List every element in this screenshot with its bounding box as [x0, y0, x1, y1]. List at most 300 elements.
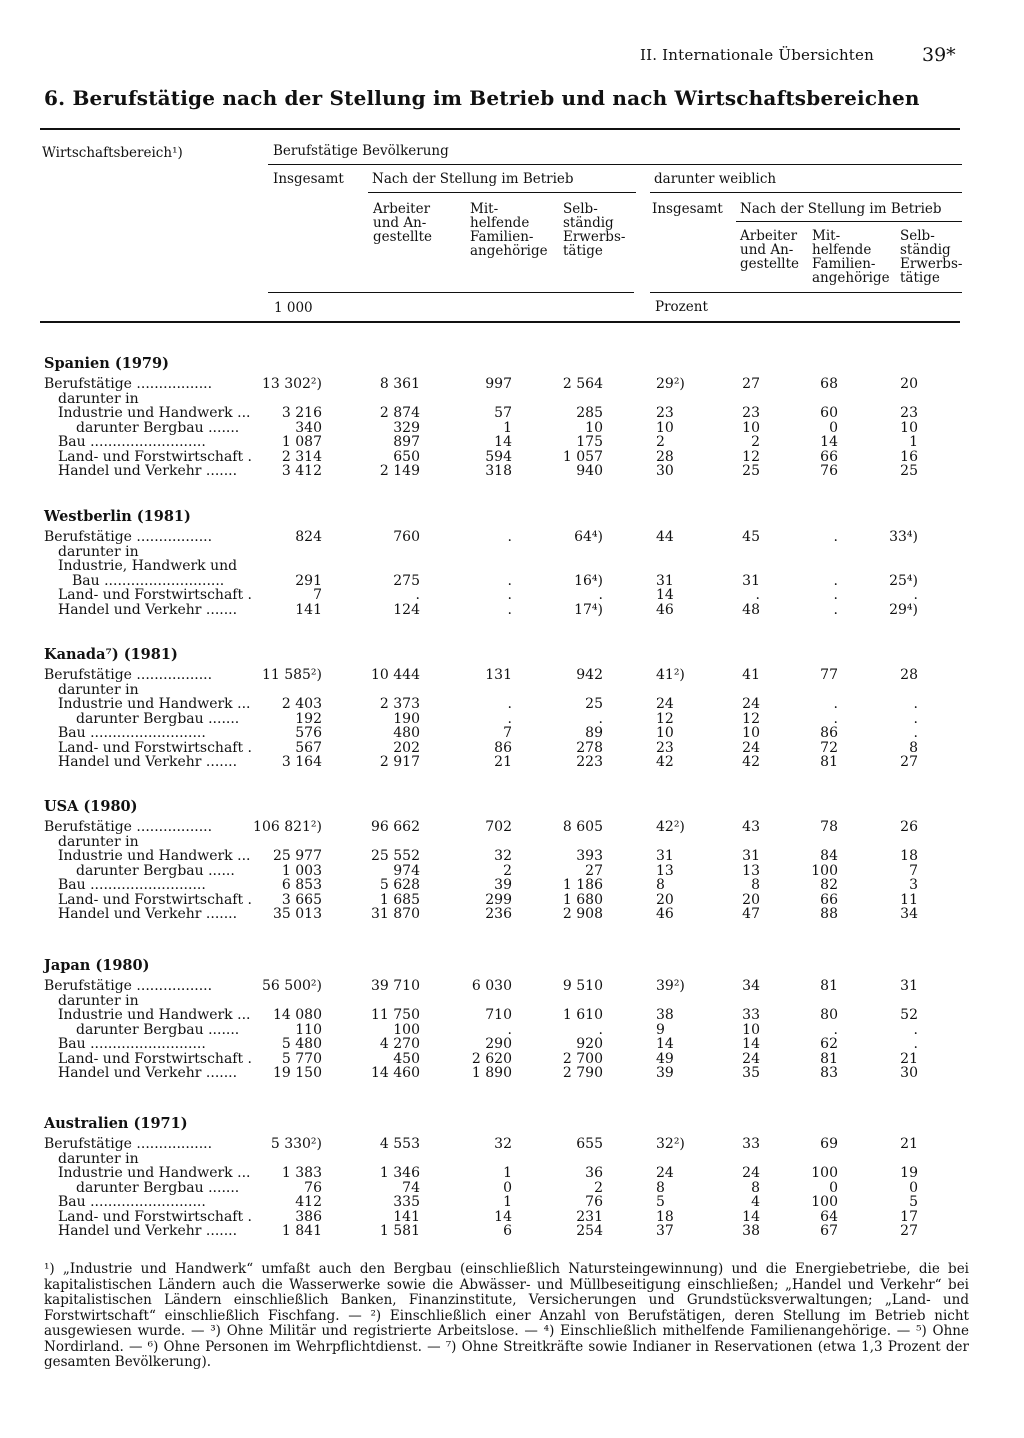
unit-prozent: Prozent	[655, 299, 708, 315]
table-row	[0, 726, 1024, 741]
cell-mithelfende: 32	[494, 848, 512, 864]
table-row	[0, 464, 1024, 479]
cell-arbeiter: 74	[402, 1179, 420, 1196]
cell-insgesamt: 5 480	[281, 1036, 322, 1052]
cell-selbstaendig: 89	[585, 725, 603, 741]
row-label: darunter Bergbau .......	[76, 419, 240, 436]
header-bottom-rule	[40, 321, 960, 323]
row-label: darunter in	[58, 390, 139, 407]
table-row	[0, 1066, 1024, 1081]
row-label: Handel und Verkehr .......	[58, 754, 238, 770]
row-label: Bau ..........................	[58, 1036, 206, 1052]
cell-mithelfende-w: 100	[811, 862, 838, 879]
cell-mithelfende: .	[507, 1021, 512, 1038]
cell-mithelfende: 236	[485, 906, 512, 922]
cell-selbstaendig: 2 790	[562, 1065, 603, 1081]
cell-insgesamt: 11 585²)	[261, 667, 322, 683]
row-label: Land- und Forstwirtschaft .	[58, 891, 253, 908]
row-label: Handel und Verkehr .......	[58, 1223, 238, 1239]
row-label: Berufstätige .................	[44, 978, 213, 994]
cell-insgesamt: 14 080	[273, 1007, 322, 1023]
table-row	[0, 1137, 1024, 1152]
section-title: Westberlin (1981)	[44, 508, 191, 525]
cell-arbeiter: 5 628	[379, 877, 420, 893]
cell-selbstaendig: 278	[576, 739, 603, 756]
cell-mithelfende-w: 66	[820, 891, 838, 908]
cell-arbeiter: 2 874	[379, 405, 420, 421]
row-label: Industrie und Handwerk ...	[58, 405, 251, 421]
cell-insgesamt: 567	[295, 739, 322, 756]
cell-insgesamt-w: 14	[656, 587, 674, 603]
cell-insgesamt-w: 23	[656, 739, 674, 756]
cell-insgesamt-w: 38	[656, 1007, 674, 1023]
cell-selbstaendig: 64⁴)	[574, 529, 603, 545]
cell-arbeiter-w: 47	[742, 906, 760, 922]
cell-arbeiter: 4 270	[379, 1036, 420, 1052]
cell-insgesamt: 386	[295, 1208, 322, 1225]
cell-mithelfende-w: 0	[829, 1179, 838, 1196]
cell-arbeiter-w: 48	[742, 601, 760, 618]
cell-insgesamt-w: 23	[656, 405, 674, 421]
cell-insgesamt-w: 39	[656, 1065, 674, 1081]
cell-selbstaendig-w: 33⁴)	[889, 529, 918, 545]
cell-insgesamt: 3 665	[281, 891, 322, 908]
cell-mithelfende: 702	[485, 819, 512, 835]
row-label: Berufstätige .................	[44, 819, 213, 835]
cell-arbeiter-w: 14	[742, 1036, 760, 1052]
cell-arbeiter: 11 750	[371, 1007, 420, 1023]
cell-insgesamt-w: 42²)	[656, 819, 685, 835]
cell-insgesamt: 19 150	[273, 1065, 322, 1081]
cell-selbstaendig: .	[598, 587, 603, 603]
table-row	[0, 668, 1024, 683]
table-row	[0, 907, 1024, 922]
cell-insgesamt: 412	[295, 1194, 322, 1210]
cell-mithelfende-w: 77	[820, 667, 838, 683]
cell-arbeiter-w: 24	[742, 696, 760, 712]
col-mithelfende: Mit- helfende Familien- angehörige	[470, 201, 548, 259]
cell-mithelfende-w: .	[833, 696, 838, 712]
cell-arbeiter: 897	[393, 434, 420, 450]
cell-selbstaendig: 254	[576, 1223, 603, 1239]
col-insgesamt-weiblich: Insgesamt	[652, 201, 723, 217]
table-row	[0, 1195, 1024, 1210]
cell-insgesamt: 56 500²)	[261, 978, 322, 994]
cell-selbstaendig: 25	[585, 696, 603, 712]
cell-arbeiter-w: 24	[742, 739, 760, 756]
cell-selbstaendig-w: 23	[900, 405, 918, 421]
cell-arbeiter-w: 25	[742, 463, 760, 479]
cell-insgesamt-w: 30	[656, 463, 674, 479]
table-row	[0, 603, 1024, 618]
row-label: Land- und Forstwirtschaft .	[58, 448, 253, 465]
cell-insgesamt-w: 9	[656, 1021, 665, 1038]
cell-arbeiter: 275	[393, 572, 420, 589]
cell-arbeiter-w: 33	[742, 1007, 760, 1023]
table-row	[0, 878, 1024, 893]
cell-selbstaendig-w: .	[913, 1036, 918, 1052]
row-label: Handel und Verkehr .......	[58, 463, 238, 479]
cell-insgesamt-w: 28	[656, 448, 674, 465]
cell-insgesamt: 3 164	[281, 754, 322, 770]
cell-selbstaendig-w: .	[913, 725, 918, 741]
cell-selbstaendig-w: 26	[900, 819, 918, 835]
cell-insgesamt: 1 003	[281, 862, 322, 879]
table-row	[0, 559, 1024, 574]
row-label: Bau ..........................	[58, 725, 206, 741]
cell-mithelfende: .	[507, 696, 512, 712]
cell-mithelfende-w: 76	[820, 463, 838, 479]
cell-mithelfende: 6 030	[471, 978, 512, 994]
cell-arbeiter-w: 10	[742, 725, 760, 741]
cell-arbeiter-w: 10	[742, 419, 760, 436]
cell-selbstaendig: .	[598, 710, 603, 727]
cell-mithelfende-w: 100	[811, 1165, 838, 1181]
cell-arbeiter-w: 13	[742, 862, 760, 879]
cell-arbeiter-w: 34	[742, 978, 760, 994]
cell-arbeiter-w: 8	[751, 1179, 760, 1196]
row-label: Berufstätige .................	[44, 667, 213, 683]
cell-selbstaendig-w: 10	[900, 419, 918, 436]
cell-selbstaendig-w: 7	[909, 862, 918, 879]
col-berufstaetige-bevoelkerung: Berufstätige Bevölkerung	[273, 143, 449, 159]
cell-mithelfende-w: 80	[820, 1007, 838, 1023]
cell-mithelfende: 1	[503, 419, 512, 436]
cell-arbeiter-w: 38	[742, 1223, 760, 1239]
cell-mithelfende: 0	[503, 1179, 512, 1196]
cell-arbeiter: 1 685	[379, 891, 420, 908]
cell-mithelfende-w: 81	[820, 1050, 838, 1067]
row-label: Industrie und Handwerk ...	[58, 696, 251, 712]
cell-insgesamt-w: 31	[656, 572, 674, 589]
cell-arbeiter: 335	[393, 1194, 420, 1210]
cell-selbstaendig: 9 510	[562, 978, 603, 994]
cell-mithelfende: .	[507, 529, 512, 545]
rule-under-berufstaetige	[268, 164, 962, 165]
cell-selbstaendig: 393	[576, 848, 603, 864]
cell-selbstaendig-w: 19	[900, 1165, 918, 1181]
cell-mithelfende-w: 69	[820, 1136, 838, 1152]
cell-mithelfende: 290	[485, 1036, 512, 1052]
cell-insgesamt-w: 18	[656, 1208, 674, 1225]
cell-selbstaendig: 223	[576, 754, 603, 770]
cell-insgesamt: 291	[295, 572, 322, 589]
cell-arbeiter-w: 31	[742, 848, 760, 864]
cell-insgesamt: 340	[295, 419, 322, 436]
cell-mithelfende-w: 86	[820, 725, 838, 741]
cell-insgesamt: 3 412	[281, 463, 322, 479]
cell-arbeiter-w: 8	[751, 877, 760, 893]
row-label: Land- und Forstwirtschaft .	[58, 739, 253, 756]
cell-arbeiter-w: 24	[742, 1050, 760, 1067]
cell-arbeiter: 39 710	[371, 978, 420, 994]
cell-insgesamt: 1 087	[281, 434, 322, 450]
cell-selbstaendig-w: 17	[900, 1208, 918, 1225]
cell-mithelfende: 2	[503, 862, 512, 879]
table-row	[0, 697, 1024, 712]
cell-selbstaendig-w: 1	[909, 434, 918, 450]
cell-insgesamt-w: 39²)	[656, 978, 685, 994]
cell-selbstaendig-w: 27	[900, 754, 918, 770]
table-row	[0, 377, 1024, 392]
cell-selbstaendig-w: .	[913, 710, 918, 727]
cell-selbstaendig-w: 30	[900, 1065, 918, 1081]
cell-selbstaendig-w: 0	[909, 1179, 918, 1196]
cell-mithelfende-w: 81	[820, 754, 838, 770]
table-row	[0, 820, 1024, 835]
table-row	[0, 1037, 1024, 1052]
cell-selbstaendig: 1 610	[562, 1007, 603, 1023]
table-row	[0, 530, 1024, 545]
cell-mithelfende: 6	[503, 1223, 512, 1239]
row-label: Handel und Verkehr .......	[58, 906, 238, 922]
row-label: Berufstätige .................	[44, 1136, 213, 1152]
section-title: Kanada⁷) (1981)	[44, 646, 178, 663]
cell-mithelfende-w: 66	[820, 448, 838, 465]
cell-selbstaendig-w: 21	[900, 1050, 918, 1067]
cell-insgesamt-w: 14	[656, 1036, 674, 1052]
cell-selbstaendig-w: .	[913, 587, 918, 603]
cell-mithelfende: 997	[485, 376, 512, 392]
cell-arbeiter: 2 149	[379, 463, 420, 479]
col-mithelfende-weiblich: Mit- helfende Familien- angehörige	[812, 228, 890, 286]
cell-mithelfende: 21	[494, 754, 512, 770]
cell-selbstaendig: 231	[576, 1208, 603, 1225]
row-label: darunter in	[58, 543, 139, 560]
cell-mithelfende-w: 68	[820, 376, 838, 392]
cell-selbstaendig: 920	[576, 1036, 603, 1052]
cell-selbstaendig: 1 186	[562, 877, 603, 893]
cell-insgesamt-w: 5	[656, 1194, 665, 1210]
cell-insgesamt-w: 32²)	[656, 1136, 685, 1152]
cell-mithelfende-w: 84	[820, 848, 838, 864]
footnotes	[44, 1262, 969, 1371]
cell-selbstaendig-w: 5	[909, 1194, 918, 1210]
cell-arbeiter-w: 45	[742, 529, 760, 545]
cell-mithelfende: 299	[485, 891, 512, 908]
cell-arbeiter: 190	[393, 710, 420, 727]
cell-arbeiter-w: 33	[742, 1136, 760, 1152]
cell-selbstaendig-w: 29⁴)	[889, 601, 918, 618]
row-label: darunter Bergbau .......	[76, 710, 240, 727]
cell-mithelfende: 39	[494, 877, 512, 893]
cell-insgesamt-w: 46	[656, 601, 674, 618]
cell-selbstaendig: 1 057	[562, 448, 603, 465]
cell-arbeiter-w: .	[755, 587, 760, 603]
cell-arbeiter-w: 12	[742, 710, 760, 727]
cell-mithelfende: .	[507, 572, 512, 589]
cell-arbeiter-w: 14	[742, 1208, 760, 1225]
unit-1000: 1 000	[274, 300, 313, 316]
cell-selbstaendig: 2 700	[562, 1050, 603, 1067]
cell-arbeiter: 96 662	[371, 819, 420, 835]
cell-selbstaendig: 940	[576, 463, 603, 479]
cell-insgesamt: 5 330²)	[270, 1136, 322, 1152]
footnote-text: ¹) „Industrie und Handwerk“ umfaßt auch den Bergbau (einschließlich Natursteingewinnung) und die Energiebetriebe, die bei kapitalistischen Ländern auch die Wasserwerke sowie die Abwässer- und Müllbeseitigung einschließen; „Handel und Verkehr“ bei kapitalistischen Ländern einschließlich Banken, Finanzinstitute, Versicherungen und Grundstücksverwaltungen; „Land- und Forstwirtschaft“ einschließlich Fischfang. — ²) Einschließlich einer Anzahl von Berufstätigen, deren Stellung im Betrieb nicht ausgewiesen wurde. — ³) Ohne Militär und registrierte Arbeitslose. — ⁴) Einschließlich mithelfende Familienangehörige. — ⁵) Ohne Nordirland. — ⁶) Ohne Personen im Wehrpflichtdienst. — ⁷) Ohne Streitkräfte sowie Indianer in Reservationen (etwa 1,3 Prozent der gesamten Bevölkerung).	[44, 1261, 969, 1370]
cell-mithelfende-w: 81	[820, 978, 838, 994]
cell-insgesamt: 7	[313, 587, 322, 603]
cell-mithelfende: 710	[485, 1007, 512, 1023]
row-label: darunter in	[58, 1150, 139, 1167]
cell-insgesamt-w: 44	[656, 529, 674, 545]
cell-arbeiter-w: 23	[742, 405, 760, 421]
cell-mithelfende: 7	[503, 725, 512, 741]
cell-selbstaendig-w: 18	[900, 848, 918, 864]
cell-arbeiter: 100	[393, 1021, 420, 1038]
cell-mithelfende-w: 88	[820, 906, 838, 922]
cell-insgesamt-w: 29²)	[656, 376, 685, 392]
cell-mithelfende: 86	[494, 739, 512, 756]
cell-mithelfende: 2 620	[471, 1050, 512, 1067]
rule-under-weiblich	[650, 192, 962, 193]
cell-mithelfende-w: .	[833, 587, 838, 603]
cell-arbeiter: 974	[393, 862, 420, 879]
cell-selbstaendig: 2 564	[562, 376, 603, 392]
cell-selbstaendig-w: .	[913, 1021, 918, 1038]
cell-insgesamt-w: 37	[656, 1223, 674, 1239]
cell-arbeiter-w: 43	[742, 819, 760, 835]
cell-selbstaendig-w: 27	[900, 1223, 918, 1239]
cell-arbeiter: 1 346	[379, 1165, 420, 1181]
cell-insgesamt: 141	[295, 601, 322, 618]
top-rule	[40, 128, 960, 130]
cell-mithelfende: .	[507, 587, 512, 603]
cell-selbstaendig: 655	[576, 1136, 603, 1152]
cell-insgesamt: 2 403	[281, 696, 322, 712]
cell-selbstaendig-w: 3	[909, 877, 918, 893]
cell-insgesamt-w: 42	[656, 754, 674, 770]
cell-insgesamt-w: 2	[656, 434, 665, 450]
rule-above-unit-prozent	[650, 292, 962, 293]
cell-insgesamt-w: 24	[656, 1165, 674, 1181]
cell-selbstaendig-w: 8	[909, 739, 918, 756]
cell-mithelfende-w: 64	[820, 1208, 838, 1225]
col-insgesamt: Insgesamt	[273, 171, 344, 187]
cell-arbeiter: 141	[393, 1208, 420, 1225]
col-arbeiter-weiblich: Arbeiter und An- gestellte	[740, 228, 800, 272]
section-title: USA (1980)	[44, 798, 138, 815]
cell-selbstaendig: 175	[576, 434, 603, 450]
cell-mithelfende: 14	[494, 434, 512, 450]
cell-arbeiter: 650	[393, 448, 420, 465]
cell-insgesamt-w: 46	[656, 906, 674, 922]
cell-mithelfende: 318	[485, 463, 512, 479]
row-label: darunter Bergbau ......	[76, 862, 235, 879]
row-label: Berufstätige .................	[44, 376, 213, 392]
table-row	[0, 1008, 1024, 1023]
cell-insgesamt: 6 853	[281, 877, 322, 893]
cell-insgesamt: 3 216	[281, 405, 322, 421]
cell-mithelfende-w: 60	[820, 405, 838, 421]
row-label: Handel und Verkehr .......	[58, 1065, 238, 1081]
cell-mithelfende-w: .	[833, 710, 838, 727]
cell-arbeiter: 25 552	[371, 848, 420, 864]
cell-arbeiter-w: 31	[742, 572, 760, 589]
cell-insgesamt: 576	[295, 725, 322, 741]
cell-selbstaendig: 942	[576, 667, 603, 683]
cell-selbstaendig: 10	[585, 419, 603, 436]
cell-mithelfende-w: .	[833, 529, 838, 545]
table-row	[0, 1166, 1024, 1181]
cell-arbeiter: 2 917	[379, 754, 420, 770]
cell-mithelfende: 1	[503, 1194, 512, 1210]
cell-selbstaendig: 17⁴)	[574, 601, 603, 618]
cell-arbeiter-w: 2	[751, 434, 760, 450]
section-title: Australien (1971)	[44, 1115, 188, 1132]
cell-selbstaendig: 2	[594, 1179, 603, 1196]
row-label: Industrie und Handwerk ...	[58, 1165, 251, 1181]
row-label: Industrie, Handwerk und	[58, 558, 238, 574]
cell-insgesamt: 1 383	[281, 1165, 322, 1181]
row-label: Industrie und Handwerk ...	[58, 1007, 251, 1023]
cell-mithelfende-w: 78	[820, 819, 838, 835]
cell-selbstaendig: 8 605	[562, 819, 603, 835]
col-nach-stellung-weiblich: Nach der Stellung im Betrieb	[740, 201, 942, 217]
row-label: Land- und Forstwirtschaft .	[58, 1050, 253, 1067]
table-row	[0, 979, 1024, 994]
col-selbstaendig-weiblich: Selb- ständig Erwerbs- tätige	[900, 228, 963, 286]
cell-insgesamt-w: 12	[656, 710, 674, 727]
cell-arbeiter-w: 4	[751, 1194, 760, 1210]
cell-insgesamt-w: 10	[656, 725, 674, 741]
cell-selbstaendig: 16⁴)	[574, 572, 603, 589]
cell-insgesamt-w: 24	[656, 696, 674, 712]
table-row	[0, 755, 1024, 770]
cell-insgesamt-w: 49	[656, 1050, 674, 1067]
cell-mithelfende-w: .	[833, 1021, 838, 1038]
cell-mithelfende-w: 83	[820, 1065, 838, 1081]
cell-insgesamt-w: 31	[656, 848, 674, 864]
col-arbeiter: Arbeiter und An- gestellte	[373, 201, 433, 245]
cell-selbstaendig: 36	[585, 1165, 603, 1181]
cell-arbeiter-w: 10	[742, 1021, 760, 1038]
cell-mithelfende: 32	[494, 1136, 512, 1152]
row-label: Bau ..........................	[58, 434, 206, 450]
table-row	[0, 406, 1024, 421]
table-row	[0, 435, 1024, 450]
cell-arbeiter: 2 373	[379, 696, 420, 712]
row-label: darunter in	[58, 833, 139, 850]
cell-selbstaendig: 2 908	[562, 906, 603, 922]
cell-arbeiter: 480	[393, 725, 420, 741]
cell-selbstaendig-w: 34	[900, 906, 918, 922]
cell-selbstaendig: 1 680	[562, 891, 603, 908]
cell-mithelfende-w: 14	[820, 434, 838, 450]
cell-mithelfende: .	[507, 710, 512, 727]
row-label: Bau ..........................	[58, 1194, 206, 1210]
cell-arbeiter-w: 35	[742, 1065, 760, 1081]
running-title: II. Internationale Übersichten	[640, 46, 874, 64]
cell-arbeiter-w: 42	[742, 754, 760, 770]
section-title: Japan (1980)	[44, 957, 150, 974]
cell-selbstaendig-w: 11	[900, 891, 918, 908]
cell-arbeiter: 202	[393, 739, 420, 756]
cell-mithelfende-w: .	[833, 601, 838, 618]
cell-arbeiter: 1 581	[379, 1223, 420, 1239]
row-label: Berufstätige .................	[44, 529, 213, 545]
cell-selbstaendig-w: .	[913, 696, 918, 712]
table-row	[0, 849, 1024, 864]
cell-selbstaendig-w: 21	[900, 1136, 918, 1152]
cell-insgesamt: 13 302²)	[261, 376, 322, 392]
rule-above-unit-1000	[268, 292, 634, 293]
cell-arbeiter: 31 870	[371, 906, 420, 922]
row-label: darunter Bergbau .......	[76, 1021, 240, 1038]
row-label: Handel und Verkehr .......	[58, 601, 238, 618]
cell-insgesamt-w: 8	[656, 1179, 665, 1196]
cell-selbstaendig-w: 25⁴)	[889, 572, 918, 589]
cell-arbeiter: 124	[393, 601, 420, 618]
